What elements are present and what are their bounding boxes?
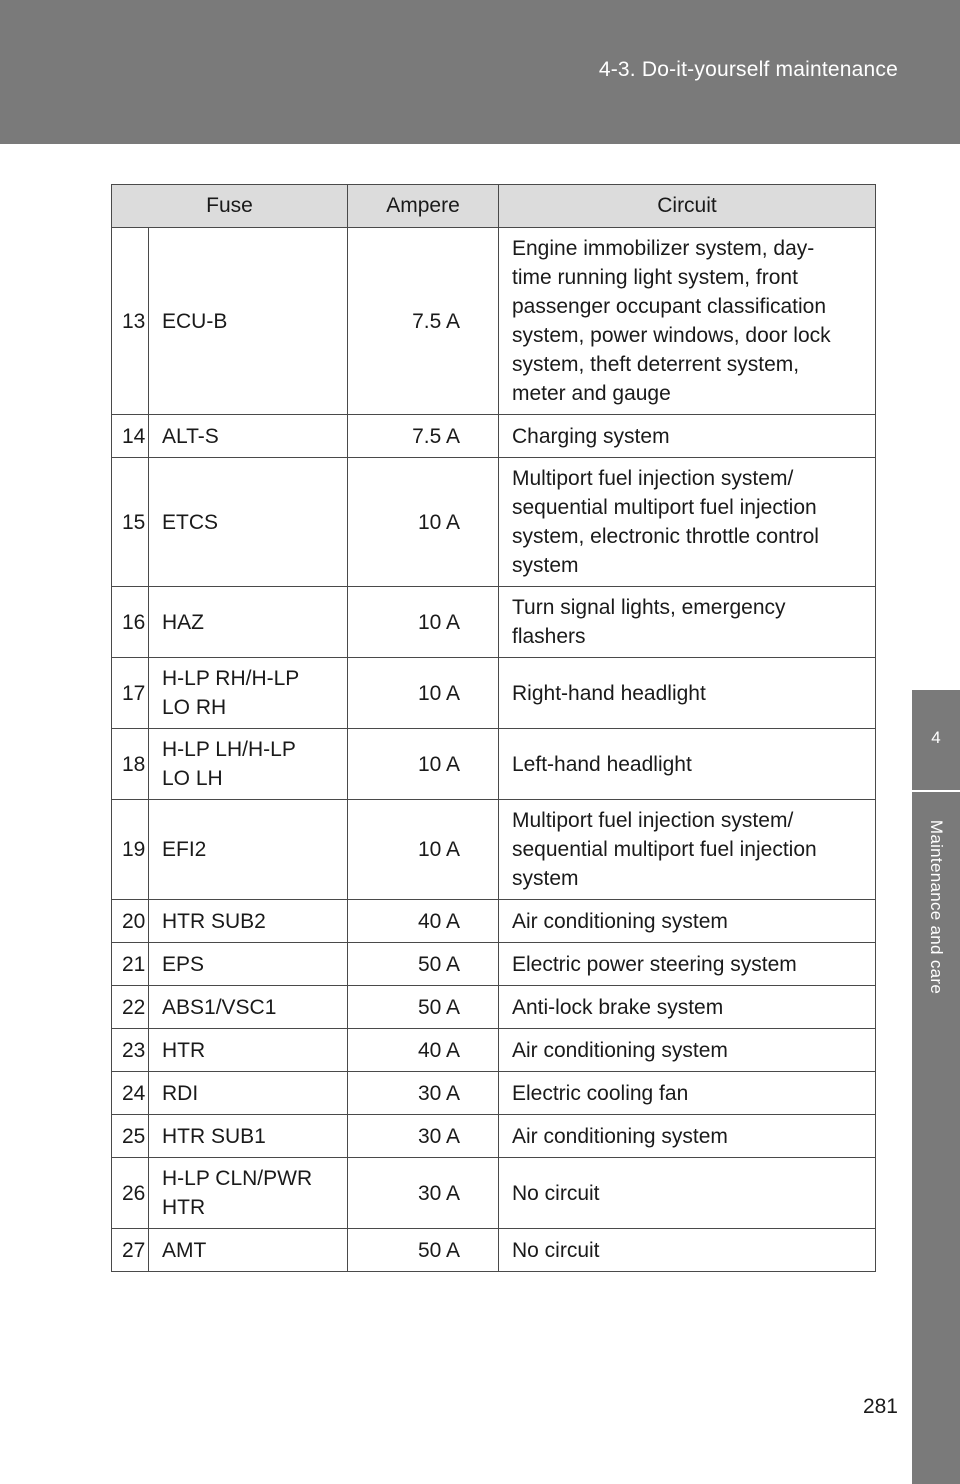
- ampere-cell: 50 A: [348, 943, 499, 986]
- table-row: [112, 943, 876, 986]
- ampere-cell: 40 A: [348, 1029, 499, 1072]
- chapter-tab: [912, 690, 960, 790]
- circuit-cell: Electric power steering system: [499, 943, 876, 986]
- fuse-name-cell: HTR SUB2: [149, 900, 348, 943]
- circuit-cell: Multiport fuel injection system/ sequential multiport fuel injection system: [499, 800, 876, 900]
- fuse-name-cell: H-LP RH/H-LP LO RH: [149, 658, 348, 729]
- table-row: [112, 1029, 876, 1072]
- fuse-number-cell: 16: [112, 587, 149, 658]
- fuse-name-cell: ECU-B: [149, 228, 348, 415]
- ampere-cell: 10 A: [348, 587, 499, 658]
- fuse-table: [111, 184, 876, 1272]
- fuse-name-cell: EPS: [149, 943, 348, 986]
- table-row: [112, 1158, 876, 1229]
- fuse-number-cell: 18: [112, 729, 149, 800]
- fuse-number-cell: 20: [112, 900, 149, 943]
- column-header-circuit: Circuit: [499, 185, 876, 228]
- circuit-cell: No circuit: [499, 1158, 876, 1229]
- ampere-cell: 10 A: [348, 800, 499, 900]
- ampere-cell: 10 A: [348, 658, 499, 729]
- fuse-number-cell: 19: [112, 800, 149, 900]
- circuit-cell: Electric cooling fan: [499, 1072, 876, 1115]
- header-band: [0, 0, 960, 144]
- table-row: [112, 1115, 876, 1158]
- ampere-cell: 30 A: [348, 1072, 499, 1115]
- fuse-name-cell: HTR SUB1: [149, 1115, 348, 1158]
- table-row: [112, 658, 876, 729]
- table-row: [112, 1229, 876, 1272]
- table-row: [112, 1072, 876, 1115]
- fuse-name-cell: H-LP LH/H-LP LO LH: [149, 729, 348, 800]
- table-row: [112, 729, 876, 800]
- table-row: [112, 900, 876, 943]
- circuit-cell: Multiport fuel injection system/ sequential multiport fuel injection system, electronic throttle control system: [499, 458, 876, 587]
- circuit-cell: Air conditioning system: [499, 1115, 876, 1158]
- fuse-number-cell: 24: [112, 1072, 149, 1115]
- ampere-cell: 10 A: [348, 729, 499, 800]
- fuse-number-cell: 23: [112, 1029, 149, 1072]
- fuse-name-cell: ABS1/VSC1: [149, 986, 348, 1029]
- fuse-name-cell: RDI: [149, 1072, 348, 1115]
- fuse-name-cell: AMT: [149, 1229, 348, 1272]
- fuse-number-cell: 15: [112, 458, 149, 587]
- circuit-cell: Air conditioning system: [499, 1029, 876, 1072]
- circuit-cell: Anti-lock brake system: [499, 986, 876, 1029]
- circuit-cell: Left-hand headlight: [499, 729, 876, 800]
- chapter-label: Maintenance and care: [927, 819, 946, 995]
- fuse-number-cell: 25: [112, 1115, 149, 1158]
- ampere-cell: 50 A: [348, 986, 499, 1029]
- chapter-number: 4: [931, 728, 941, 747]
- fuse-number-cell: 22: [112, 986, 149, 1029]
- fuse-name-cell: ETCS: [149, 458, 348, 587]
- page-number: 281: [862, 1395, 898, 1418]
- ampere-cell: 10 A: [348, 458, 499, 587]
- circuit-cell: Right-hand headlight: [499, 658, 876, 729]
- fuse-name-cell: HAZ: [149, 587, 348, 658]
- fuse-number-cell: 14: [112, 415, 149, 458]
- table-row: [112, 986, 876, 1029]
- table-row: [112, 415, 876, 458]
- circuit-cell: Air conditioning system: [499, 900, 876, 943]
- column-header-ampere: Ampere: [348, 185, 499, 228]
- ampere-cell: 30 A: [348, 1158, 499, 1229]
- fuse-name-cell: HTR: [149, 1029, 348, 1072]
- ampere-cell: 30 A: [348, 1115, 499, 1158]
- section-title: 4-3. Do-it-yourself maintenance: [598, 58, 898, 81]
- ampere-cell: 50 A: [348, 1229, 499, 1272]
- fuse-number-cell: 27: [112, 1229, 149, 1272]
- circuit-cell: Turn signal lights, emergency flashers: [499, 587, 876, 658]
- table-row: [112, 800, 876, 900]
- table-row: [112, 458, 876, 587]
- fuse-name-cell: EFI2: [149, 800, 348, 900]
- column-header-fuse: Fuse: [112, 185, 348, 228]
- fuse-number-cell: 17: [112, 658, 149, 729]
- fuse-number-cell: 26: [112, 1158, 149, 1229]
- table-row: [112, 228, 876, 415]
- circuit-cell: Charging system: [499, 415, 876, 458]
- ampere-cell: 40 A: [348, 900, 499, 943]
- table-header-row: [112, 185, 876, 228]
- ampere-cell: 7.5 A: [348, 415, 499, 458]
- circuit-cell: Engine immobilizer system, day- time running light system, front passenger occupant classification system, power windows, door lock system, theft deterrent system, meter and gauge: [499, 228, 876, 415]
- fuse-name-cell: H-LP CLN/PWR HTR: [149, 1158, 348, 1229]
- fuse-number-cell: 21: [112, 943, 149, 986]
- circuit-cell: No circuit: [499, 1229, 876, 1272]
- fuse-number-cell: 13: [112, 228, 149, 415]
- fuse-name-cell: ALT-S: [149, 415, 348, 458]
- ampere-cell: 7.5 A: [348, 228, 499, 415]
- table-body: [112, 228, 876, 1272]
- table-row: [112, 587, 876, 658]
